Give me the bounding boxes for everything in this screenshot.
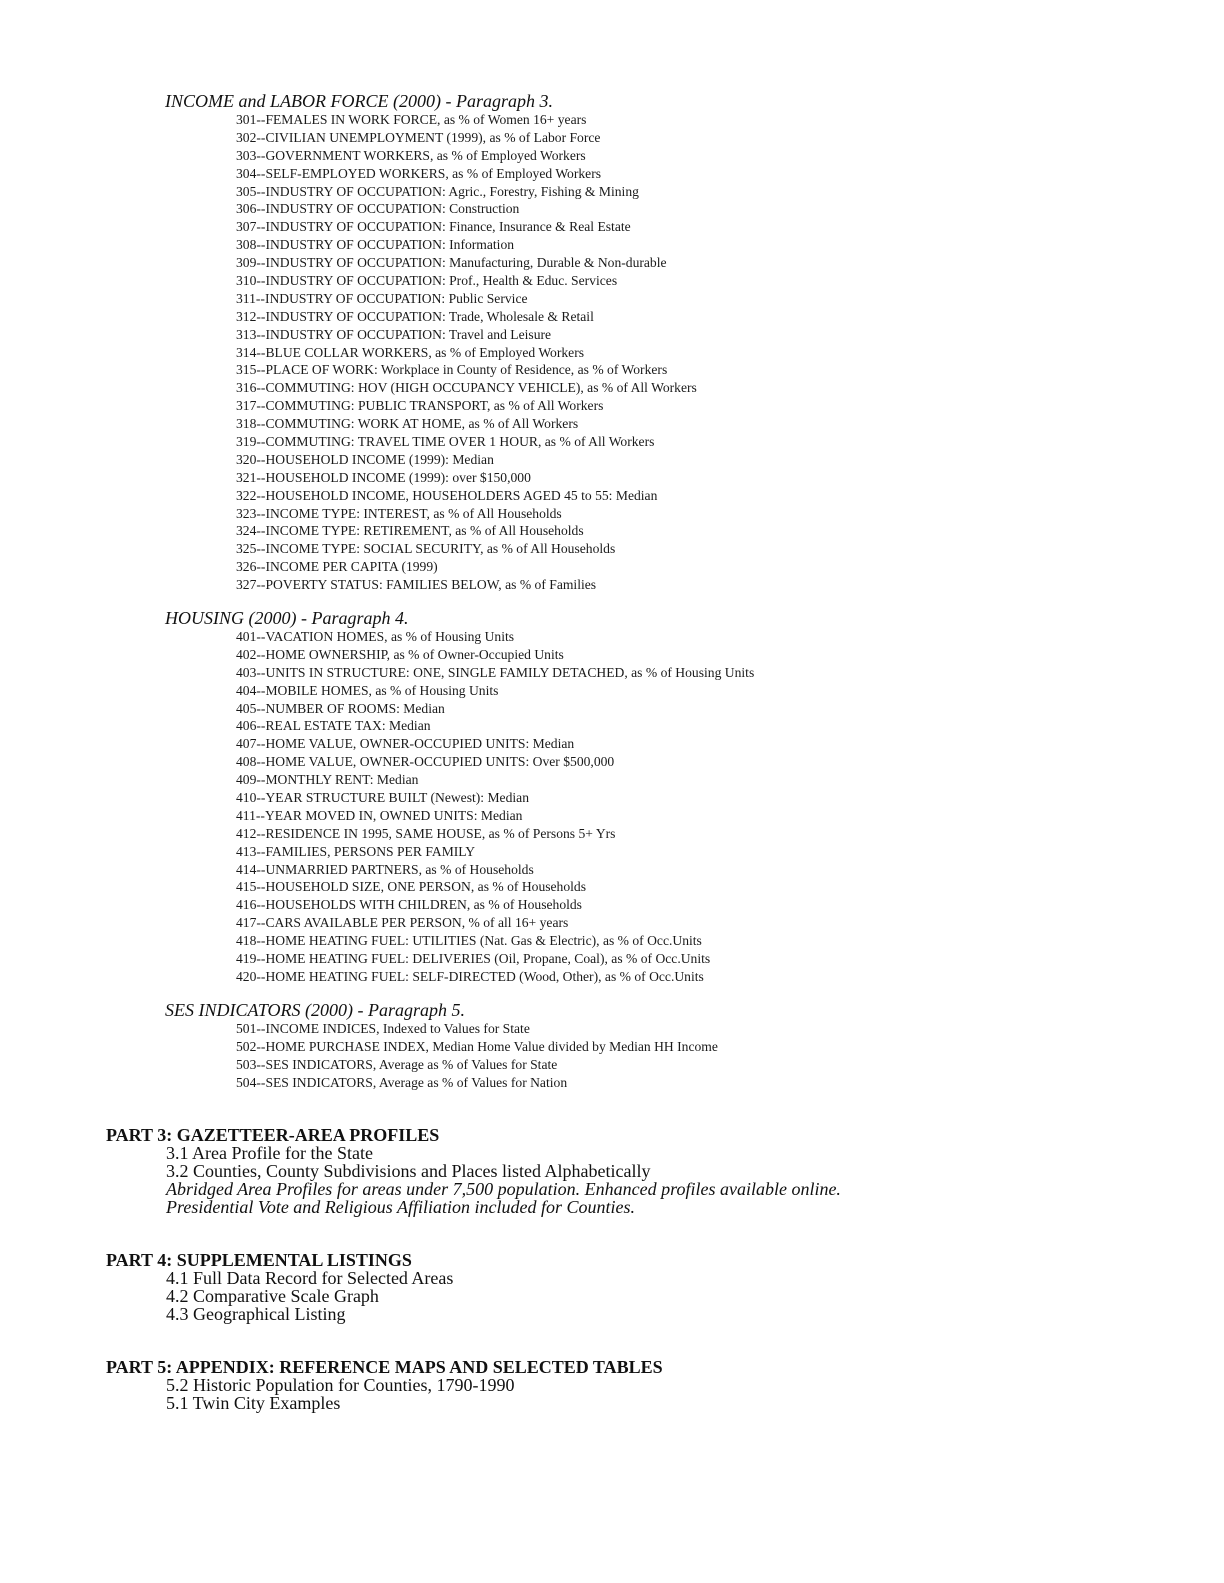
list-item: 311--INDUSTRY OF OCCUPATION: Public Service [236,290,528,306]
list-item: 412--RESIDENCE IN 1995, SAME HOUSE, as % of Persons 5+ Yrs [236,825,616,841]
list-item: 401--VACATION HOMES, as % of Housing Units [236,629,515,644]
list-item: 5.1 Twin City Examples [166,1393,341,1413]
list-item: 302--CIVILIAN UNEMPLOYMENT (1999), as % of Labor Force [236,129,601,145]
list-item: 321--HOUSEHOLD INCOME (1999): over $150,000 [236,469,531,485]
list-item: 320--HOUSEHOLD INCOME (1999): Median [236,451,494,467]
list-item: 312--INDUSTRY OF OCCUPATION: Trade, Wholesale & Retail [236,308,594,324]
part-3-note: Abridged Area Profiles for areas under 7,500 population. Enhanced profiles available online. [166,1179,841,1199]
list-item: 316--COMMUTING: HOV (HIGH OCCUPANCY VEHICLE), as % of All Workers [236,380,697,396]
list-item: 407--HOME VALUE, OWNER-OCCUPIED UNITS: Median [236,736,575,752]
list-item: 315--PLACE OF WORK: Workplace in County of Residence, as % of Workers [236,362,668,378]
list-item: 310--INDUSTRY OF OCCUPATION: Prof., Health & Educ. Services [236,273,618,289]
list-item: 4.1 Full Data Record for Selected Areas [166,1268,454,1288]
part-5-item-list [166,1376,514,1412]
list-item: 418--HOME HEATING FUEL: UTILITIES (Nat. Gas & Electric), as % of Occ.Units [236,933,702,949]
list-item: 322--HOUSEHOLD INCOME, HOUSEHOLDERS AGED 45 to 55: Median [236,487,658,503]
ses-item-list [236,1020,718,1092]
list-item: 409--MONTHLY RENT: Median [236,772,419,788]
list-item: 420--HOME HEATING FUEL: SELF-DIRECTED (Wood, Other), as % of Occ.Units [236,968,704,984]
list-item: 502--HOME PURCHASE INDEX, Median Home Value divided by Median HH Income [236,1038,718,1054]
list-item: 415--HOUSEHOLD SIZE, ONE PERSON, as % of Households [236,879,587,895]
housing-item-list [236,628,754,986]
list-item: 402--HOME OWNERSHIP, as % of Owner-Occupied Units [236,646,564,662]
part-5-title: PART 5: APPENDIX: REFERENCE MAPS AND SELECTED TABLES [106,1357,663,1377]
list-item: 319--COMMUTING: TRAVEL TIME OVER 1 HOUR, as % of All Workers [236,434,655,450]
list-item: 5.2 Historic Population for Counties, 1790-1990 [166,1375,515,1395]
list-item: 413--FAMILIES, PERSONS PER FAMILY [236,843,476,859]
list-item: 504--SES INDICATORS, Average as % of Values for Nation [236,1074,568,1090]
list-item: 416--HOUSEHOLDS WITH CHILDREN, as % of Households [236,897,582,913]
part-4-item-list [166,1269,453,1323]
list-item: 323--INCOME TYPE: INTEREST, as % of All Households [236,505,562,521]
list-item: 313--INDUSTRY OF OCCUPATION: Travel and Leisure [236,326,552,342]
part-3-note: Presidential Vote and Religious Affiliation included for Counties. [166,1197,635,1217]
list-item: 501--INCOME INDICES, Indexed to Values for State [236,1021,530,1036]
list-item: 414--UNMARRIED PARTNERS, as % of Households [236,861,534,877]
list-item: 303--GOVERNMENT WORKERS, as % of Employed Workers [236,147,586,163]
list-item: 4.2 Comparative Scale Graph [166,1286,379,1306]
section-heading-ses: SES INDICATORS (2000) - Paragraph 5. [165,1000,465,1020]
list-item: 408--HOME VALUE, OWNER-OCCUPIED UNITS: Over $500,000 [236,754,615,770]
income-item-list [236,111,697,594]
list-item: 503--SES INDICATORS, Average as % of Values for State [236,1056,558,1072]
list-item: 326--INCOME PER CAPITA (1999) [236,559,438,575]
list-item: 417--CARS AVAILABLE PER PERSON, % of all 16+ years [236,915,569,931]
list-item: 317--COMMUTING: PUBLIC TRANSPORT, as % of All Workers [236,398,604,414]
list-item: 318--COMMUTING: WORK AT HOME, as % of All Workers [236,416,579,432]
list-item: 3.1 Area Profile for the State [166,1143,373,1163]
list-item: 324--INCOME TYPE: RETIREMENT, as % of All Households [236,523,584,539]
list-item: 314--BLUE COLLAR WORKERS, as % of Employed Workers [236,344,585,360]
list-item: 308--INDUSTRY OF OCCUPATION: Information [236,237,515,253]
list-item: 419--HOME HEATING FUEL: DELIVERIES (Oil, Propane, Coal), as % of Occ.Units [236,951,711,967]
list-item: 304--SELF-EMPLOYED WORKERS, as % of Employed Workers [236,165,602,181]
part-3-item-list [166,1144,841,1216]
list-item: 307--INDUSTRY OF OCCUPATION: Finance, Insurance & Real Estate [236,219,631,235]
section-heading-housing: HOUSING (2000) - Paragraph 4. [165,608,409,628]
list-item: 3.2 Counties, County Subdivisions and Places listed Alphabetically [166,1161,651,1181]
list-item: 301--FEMALES IN WORK FORCE, as % of Women 16+ years [236,112,587,127]
list-item: 406--REAL ESTATE TAX: Median [236,718,431,734]
section-heading-income: INCOME and LABOR FORCE (2000) - Paragraph 3. [165,91,553,111]
list-item: 411--YEAR MOVED IN, OWNED UNITS: Median [236,807,523,823]
list-item: 306--INDUSTRY OF OCCUPATION: Construction [236,201,520,217]
list-item: 305--INDUSTRY OF OCCUPATION: Agric., Forestry, Fishing & Mining [236,183,639,199]
list-item: 325--INCOME TYPE: SOCIAL SECURITY, as % of All Households [236,541,616,557]
list-item: 410--YEAR STRUCTURE BUILT (Newest): Median [236,790,529,806]
list-item: 327--POVERTY STATUS: FAMILIES BELOW, as % of Families [236,577,597,593]
list-item: 309--INDUSTRY OF OCCUPATION: Manufacturing, Durable & Non-durable [236,255,667,271]
list-item: 4.3 Geographical Listing [166,1304,346,1324]
part-3-title: PART 3: GAZETTEER-AREA PROFILES [106,1125,440,1145]
list-item: 403--UNITS IN STRUCTURE: ONE, SINGLE FAMILY DETACHED, as % of Housing Units [236,664,755,680]
list-item: 405--NUMBER OF ROOMS: Median [236,700,445,716]
list-item: 404--MOBILE HOMES, as % of Housing Units [236,682,499,698]
part-4-title: PART 4: SUPPLEMENTAL LISTINGS [106,1250,412,1270]
